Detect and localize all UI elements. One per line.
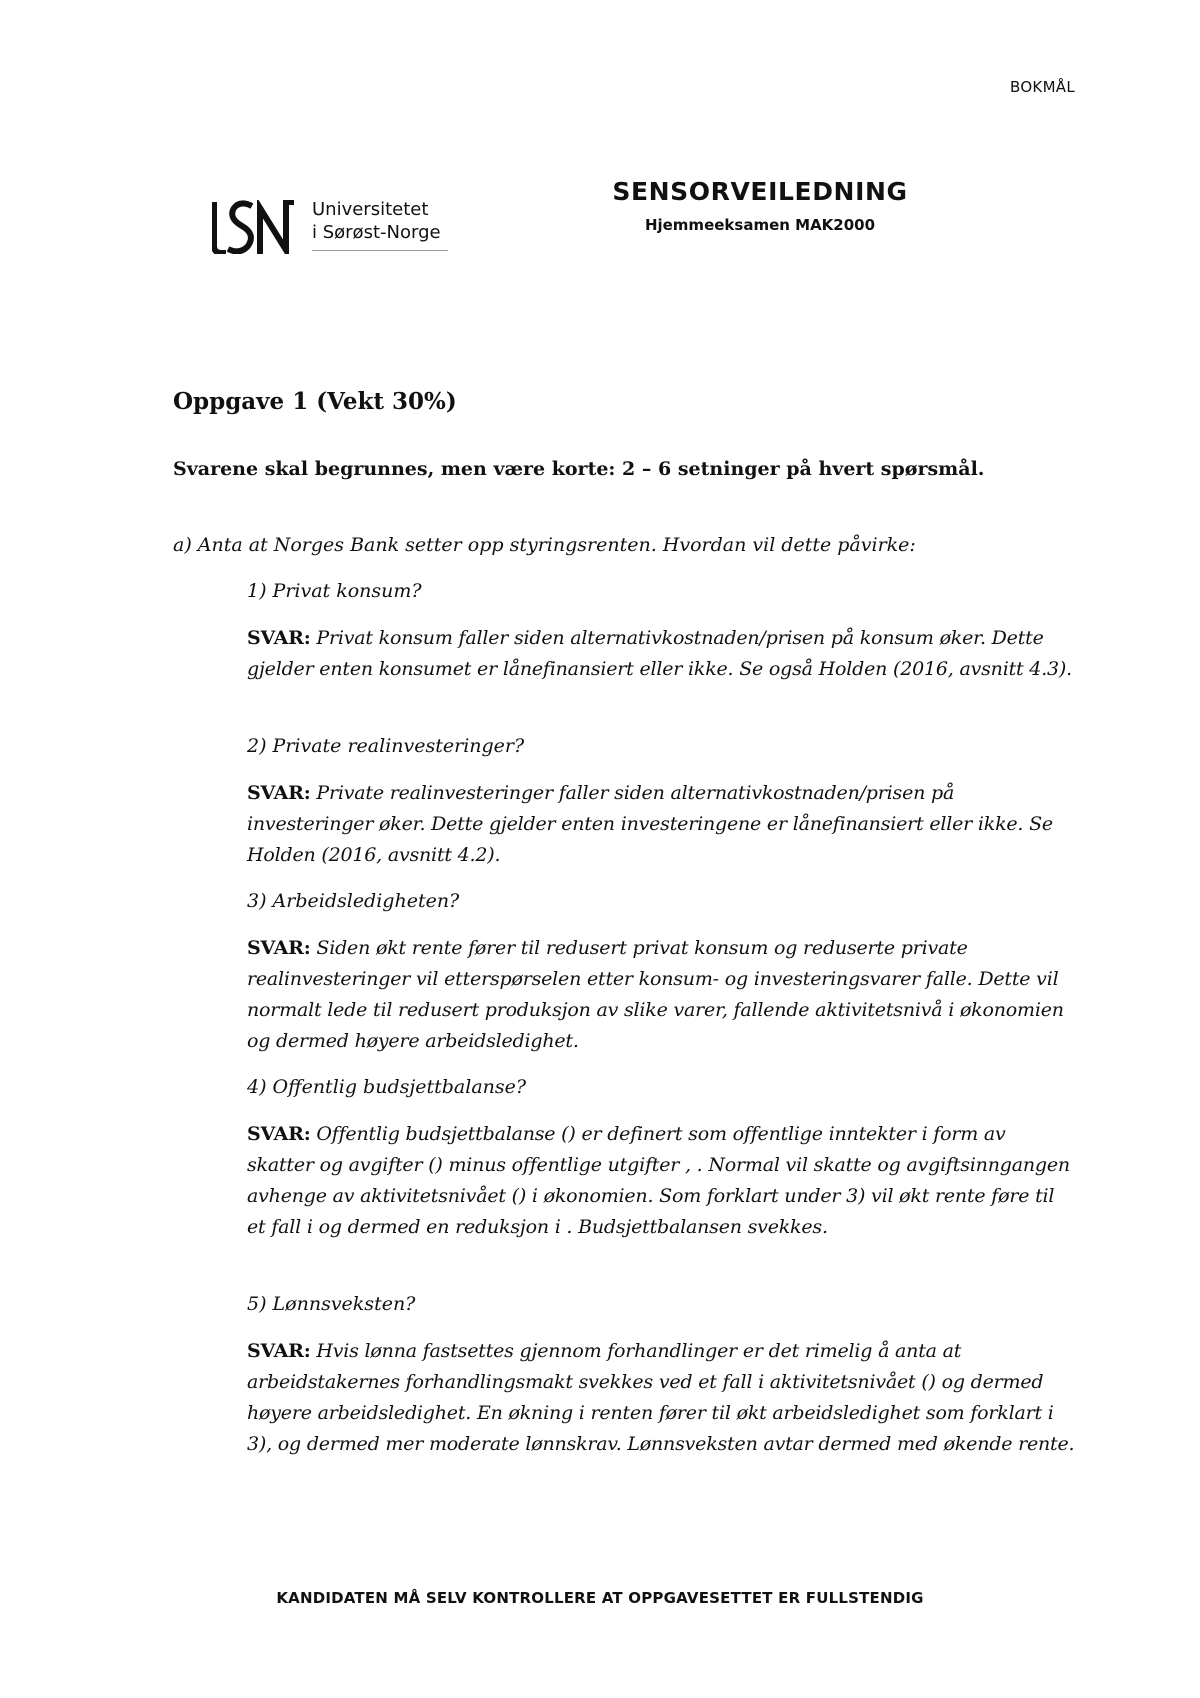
usn-logo-icon — [212, 200, 298, 254]
answer-text: Offentlig budsjettbalanse () er definert som offentlige inntekter i form av skatter og avgifter () minus offentlige utgifter , . Normal vil skatte og avgiftsinngangen avhenge av aktivitetsnivået () i økonomien. Som forklart under 3) vil økt rente føre til et fall i og dermed en reduksjon i . Budsjettbalansen svekkes. — [247, 1123, 1070, 1238]
question-3: 3) Arbeidsledigheten? — [247, 890, 460, 912]
answer-3 — [247, 933, 1077, 1057]
answer-4 — [247, 1119, 1077, 1243]
answer-5 — [247, 1336, 1077, 1460]
question-4: 4) Offentlig budsjettbalanse? — [247, 1076, 527, 1098]
answer-label: SVAR: — [247, 1123, 311, 1145]
language-label: BOKMÅL — [1010, 78, 1076, 96]
answer-label: SVAR: — [247, 1340, 311, 1362]
question-1: 1) Privat konsum? — [247, 580, 422, 602]
question-5: 5) Lønnsveksten? — [247, 1293, 416, 1315]
answer-label: SVAR: — [247, 782, 311, 804]
answer-1 — [247, 623, 1077, 685]
logo-line-1: Universitetet — [312, 199, 429, 220]
question-intro: a) Anta at Norges Bank setter opp styringsrenten. Hvordan vil dette påvirke: — [173, 534, 916, 556]
logo-divider — [312, 250, 448, 251]
question-2: 2) Private realinvesteringer? — [247, 735, 525, 757]
answer-label: SVAR: — [247, 937, 311, 959]
logo-line-2: i Sørøst-Norge — [312, 222, 441, 243]
task-heading: Oppgave 1 (Vekt 30%) — [173, 388, 457, 415]
answer-2 — [247, 778, 1077, 871]
task-instructions: Svarene skal begrunnes, men være korte: 2 – 6 setninger på hvert spørsmål. — [173, 458, 985, 480]
answer-text: Privat konsum faller siden alternativkostnaden/prisen på konsum øker. Dette gjelder enten konsumet er lånefinansiert eller ikke. Se også Holden (2016, avsnitt 4.3). — [247, 627, 1072, 680]
answer-label: SVAR: — [247, 627, 311, 649]
document-title: SENSORVEILEDNING — [612, 177, 908, 206]
answer-text: Private realinvesteringer faller siden alternativkostnaden/prisen på investeringer øker. Dette gjelder enten investeringene er lånefinansiert eller ikke. Se Holden (2016, avsnitt 4.2). — [247, 782, 1053, 866]
answer-text: Siden økt rente fører til redusert privat konsum og reduserte private realinvesteringer vil etterspørselen etter konsum- og investeringsvarer falle. Dette vil normalt lede til redusert produksjon av slike varer, fallende aktivitetsnivå i økonomien og dermed høyere arbeidsledighet. — [247, 937, 1064, 1052]
university-logo — [212, 198, 462, 258]
document-subtitle: Hjemmeeksamen MAK2000 — [644, 216, 876, 234]
footer-notice: KANDIDATEN MÅ SELV KONTROLLERE AT OPPGAVESETTET ER FULLSTENDIG — [276, 1589, 924, 1607]
answer-text: Hvis lønna fastsettes gjennom forhandlinger er det rimelig å anta at arbeidstakernes forhandlingsmakt svekkes ved et fall i aktivitetsnivået () og dermed høyere arbeidsledighet. En økning i renten fører til økt arbeidsledighet som forklart i 3), og dermed mer moderate lønnskrav. Lønnsveksten avtar dermed med økende rente. — [247, 1340, 1075, 1455]
